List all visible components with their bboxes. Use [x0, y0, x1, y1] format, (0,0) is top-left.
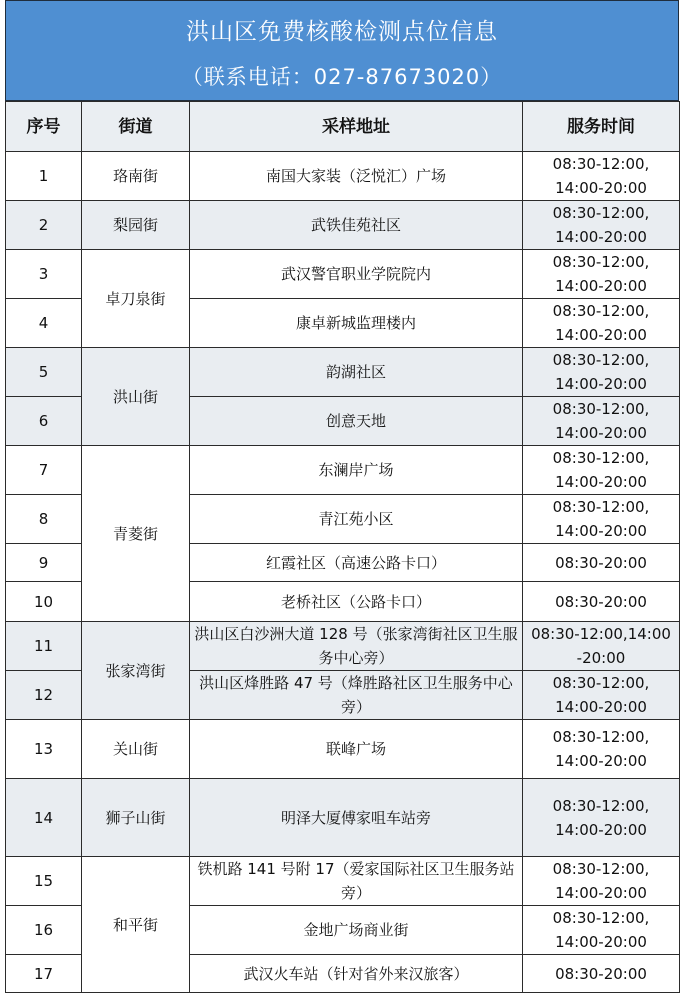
- contact-phone: （联系电话：027-87673020）: [181, 65, 503, 89]
- row-address: 洪山区白沙洲大道 128 号（张家湾街社区卫生服务中心旁）: [190, 622, 523, 671]
- row-no: 2: [6, 201, 82, 250]
- row-no: 5: [6, 348, 82, 397]
- row-time: 08:30-12:00, 14:00-20:00: [523, 250, 680, 299]
- row-time: 08:30-12:00, 14:00-20:00: [523, 446, 680, 495]
- row-street: 珞南街: [82, 152, 190, 201]
- table-row: [6, 720, 680, 779]
- row-address: 洪山区烽胜路 47 号（烽胜路社区卫生服务中心旁）: [190, 671, 523, 720]
- row-no: 10: [6, 582, 82, 622]
- row-no: 11: [6, 622, 82, 671]
- row-no: 12: [6, 671, 82, 720]
- row-no: 13: [6, 720, 82, 779]
- row-street: 梨园街: [82, 201, 190, 250]
- row-no: 3: [6, 250, 82, 299]
- testing-sites-table: [5, 101, 680, 993]
- header-row: [6, 102, 680, 152]
- header-address: 采样地址: [190, 102, 523, 152]
- table-row: [6, 779, 680, 857]
- row-address: 明泽大厦傅家咀车站旁: [190, 779, 523, 857]
- table-row: [6, 250, 680, 299]
- row-time: 08:30-20:00: [523, 544, 680, 582]
- row-street: 狮子山街: [82, 779, 190, 857]
- title-banner: [5, 0, 679, 101]
- row-time: 08:30-12:00, 14:00-20:00: [523, 720, 680, 779]
- row-street: 和平街: [82, 857, 190, 993]
- row-no: 16: [6, 906, 82, 955]
- row-street: 洪山街: [82, 348, 190, 446]
- row-street: 关山街: [82, 720, 190, 779]
- table-row: [6, 446, 680, 495]
- row-time: 08:30-12:00, 14:00-20:00: [523, 857, 680, 906]
- row-address: 武铁佳苑社区: [190, 201, 523, 250]
- row-no: 9: [6, 544, 82, 582]
- page-title: 洪山区免费核酸检测点位信息: [186, 19, 498, 45]
- row-address: 武汉火车站（针对省外来汉旅客）: [190, 955, 523, 993]
- table-row: [6, 348, 680, 397]
- row-no: 15: [6, 857, 82, 906]
- row-time: 08:30-12:00, 14:00-20:00: [523, 779, 680, 857]
- row-address: 韵湖社区: [190, 348, 523, 397]
- row-time: 08:30-12:00, 14:00-20:00: [523, 495, 680, 544]
- row-address: 创意天地: [190, 397, 523, 446]
- row-time: 08:30-12:00, 14:00-20:00: [523, 671, 680, 720]
- table-row: [6, 201, 680, 250]
- row-street: 张家湾街: [82, 622, 190, 720]
- row-time: 08:30-12:00, 14:00-20:00: [523, 299, 680, 348]
- table-row: [6, 622, 680, 671]
- row-street: 青菱街: [82, 446, 190, 622]
- row-address: 康卓新城监理楼内: [190, 299, 523, 348]
- row-address: 老桥社区（公路卡口）: [190, 582, 523, 622]
- row-no: 1: [6, 152, 82, 201]
- row-address: 金地广场商业街: [190, 906, 523, 955]
- table-row: [6, 152, 680, 201]
- row-time: 08:30-12:00, 14:00-20:00: [523, 397, 680, 446]
- row-street: 卓刀泉街: [82, 250, 190, 348]
- header-street: 街道: [82, 102, 190, 152]
- row-time: 08:30-20:00: [523, 955, 680, 993]
- row-no: 17: [6, 955, 82, 993]
- row-no: 7: [6, 446, 82, 495]
- header-no: 序号: [6, 102, 82, 152]
- row-no: 4: [6, 299, 82, 348]
- row-time: 08:30-12:00,14:00 -20:00: [523, 622, 680, 671]
- row-address: 联峰广场: [190, 720, 523, 779]
- row-time: 08:30-12:00, 14:00-20:00: [523, 906, 680, 955]
- row-no: 6: [6, 397, 82, 446]
- row-no: 8: [6, 495, 82, 544]
- row-address: 青江苑小区: [190, 495, 523, 544]
- row-time: 08:30-20:00: [523, 582, 680, 622]
- row-time: 08:30-12:00, 14:00-20:00: [523, 201, 680, 250]
- table-row: [6, 857, 680, 906]
- header-time: 服务时间: [523, 102, 680, 152]
- row-time: 08:30-12:00, 14:00-20:00: [523, 348, 680, 397]
- row-time: 08:30-12:00, 14:00-20:00: [523, 152, 680, 201]
- row-no: 14: [6, 779, 82, 857]
- row-address: 铁机路 141 号附 17（爱家国际社区卫生服务站旁）: [190, 857, 523, 906]
- row-address: 南国大家装（泛悦汇）广场: [190, 152, 523, 201]
- row-address: 红霞社区（高速公路卡口）: [190, 544, 523, 582]
- row-address: 武汉警官职业学院院内: [190, 250, 523, 299]
- row-address: 东澜岸广场: [190, 446, 523, 495]
